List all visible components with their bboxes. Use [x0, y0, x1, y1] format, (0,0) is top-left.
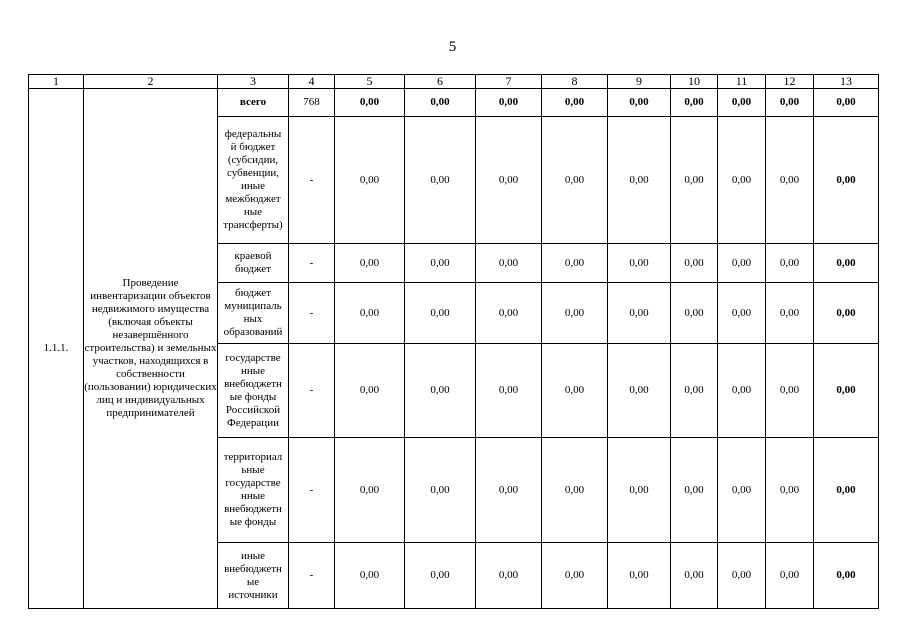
column-header: 1: [29, 75, 84, 89]
amount-cell: 0,00: [476, 438, 542, 543]
amount-cell: 0,00: [542, 543, 608, 609]
amount-cell: 0,00: [671, 344, 718, 438]
amount-cell: 0,00: [766, 283, 814, 344]
amount-cell: 0,00: [718, 283, 766, 344]
funding-source: всего: [218, 89, 289, 117]
item-measure: Проведение инвентаризации объектов недвижимого имущества (включая объекты незавершённого строительства) и земельных участков, находящихся в собственности (пользовании) юридических лиц и индивидуальных предпринимателей: [84, 89, 218, 609]
amount-cell: 0,00: [405, 438, 476, 543]
amount-cell: 0,00: [405, 117, 476, 244]
amount-cell: 0,00: [671, 438, 718, 543]
amount-cell: 0,00: [718, 344, 766, 438]
budget-table: [28, 74, 879, 609]
amount-cell: 0,00: [476, 117, 542, 244]
amount-cell: 0,00: [542, 438, 608, 543]
amount-cell: 0,00: [405, 283, 476, 344]
amount-cell: 0,00: [608, 244, 671, 283]
funding-source: государстве нные внебюджетн ые фонды Российской Федерации: [218, 344, 289, 438]
funding-source: бюджет муниципаль ных образований: [218, 283, 289, 344]
amount-cell: 0,00: [766, 89, 814, 117]
amount-cell: 0,00: [814, 89, 879, 117]
amount-cell: 0,00: [718, 244, 766, 283]
amount-cell: 0,00: [718, 117, 766, 244]
amount-cell: 0,00: [335, 543, 405, 609]
amount-cell: 0,00: [718, 543, 766, 609]
amount-cell: 0,00: [814, 344, 879, 438]
funding-source: иные внебюджетн ые источники: [218, 543, 289, 609]
amount-cell: 0,00: [405, 244, 476, 283]
amount-cell: 0,00: [766, 344, 814, 438]
amount-cell: 0,00: [814, 283, 879, 344]
column-header: 2: [84, 75, 218, 89]
amount-cell: 0,00: [814, 438, 879, 543]
col4-value: -: [289, 244, 335, 283]
column-header: 5: [335, 75, 405, 89]
amount-cell: 0,00: [608, 543, 671, 609]
column-header: 8: [542, 75, 608, 89]
amount-cell: 0,00: [608, 344, 671, 438]
col4-value: -: [289, 438, 335, 543]
col4-value: -: [289, 344, 335, 438]
amount-cell: 0,00: [766, 543, 814, 609]
amount-cell: 0,00: [335, 244, 405, 283]
amount-cell: 0,00: [335, 117, 405, 244]
col4-value: -: [289, 283, 335, 344]
amount-cell: 0,00: [405, 543, 476, 609]
amount-cell: 0,00: [671, 543, 718, 609]
amount-cell: 0,00: [608, 283, 671, 344]
amount-cell: 0,00: [542, 117, 608, 244]
col4-value: -: [289, 543, 335, 609]
amount-cell: 0,00: [671, 244, 718, 283]
amount-cell: 0,00: [476, 344, 542, 438]
header-row: [29, 75, 879, 89]
amount-cell: 0,00: [476, 543, 542, 609]
amount-cell: 0,00: [608, 89, 671, 117]
amount-cell: 0,00: [814, 244, 879, 283]
amount-cell: 0,00: [405, 344, 476, 438]
col4-value: -: [289, 117, 335, 244]
amount-cell: 0,00: [814, 117, 879, 244]
amount-cell: 0,00: [671, 283, 718, 344]
amount-cell: 0,00: [671, 89, 718, 117]
amount-cell: 0,00: [766, 438, 814, 543]
column-header: 11: [718, 75, 766, 89]
amount-cell: 0,00: [335, 438, 405, 543]
column-header: 9: [608, 75, 671, 89]
amount-cell: 0,00: [608, 438, 671, 543]
page-number: 5: [448, 39, 457, 55]
amount-cell: 0,00: [335, 89, 405, 117]
amount-cell: 0,00: [814, 543, 879, 609]
amount-cell: 0,00: [608, 117, 671, 244]
amount-cell: 0,00: [542, 89, 608, 117]
amount-cell: 0,00: [542, 344, 608, 438]
amount-cell: 0,00: [766, 244, 814, 283]
amount-cell: 0,00: [718, 438, 766, 543]
column-header: 12: [766, 75, 814, 89]
table-row: [29, 89, 879, 117]
amount-cell: 0,00: [335, 283, 405, 344]
amount-cell: 0,00: [542, 244, 608, 283]
column-header: 4: [289, 75, 335, 89]
amount-cell: 0,00: [476, 89, 542, 117]
amount-cell: 0,00: [335, 344, 405, 438]
amount-cell: 0,00: [718, 89, 766, 117]
amount-cell: 0,00: [476, 244, 542, 283]
col4-value: 768: [289, 89, 335, 117]
column-header: 6: [405, 75, 476, 89]
funding-source: краевой бюджет: [218, 244, 289, 283]
amount-cell: 0,00: [476, 283, 542, 344]
funding-source: территориал ьные государстве нные внебюджетн ые фонды: [218, 438, 289, 543]
funding-source: федеральны й бюджет (субсидии, субвенции, иные межбюджет ные трансферты): [218, 117, 289, 244]
column-header: 10: [671, 75, 718, 89]
item-code: 1.1.1.: [29, 89, 84, 609]
amount-cell: 0,00: [766, 117, 814, 244]
amount-cell: 0,00: [671, 117, 718, 244]
column-header: 3: [218, 75, 289, 89]
column-header: 13: [814, 75, 879, 89]
amount-cell: 0,00: [542, 283, 608, 344]
amount-cell: 0,00: [405, 89, 476, 117]
column-header: 7: [476, 75, 542, 89]
